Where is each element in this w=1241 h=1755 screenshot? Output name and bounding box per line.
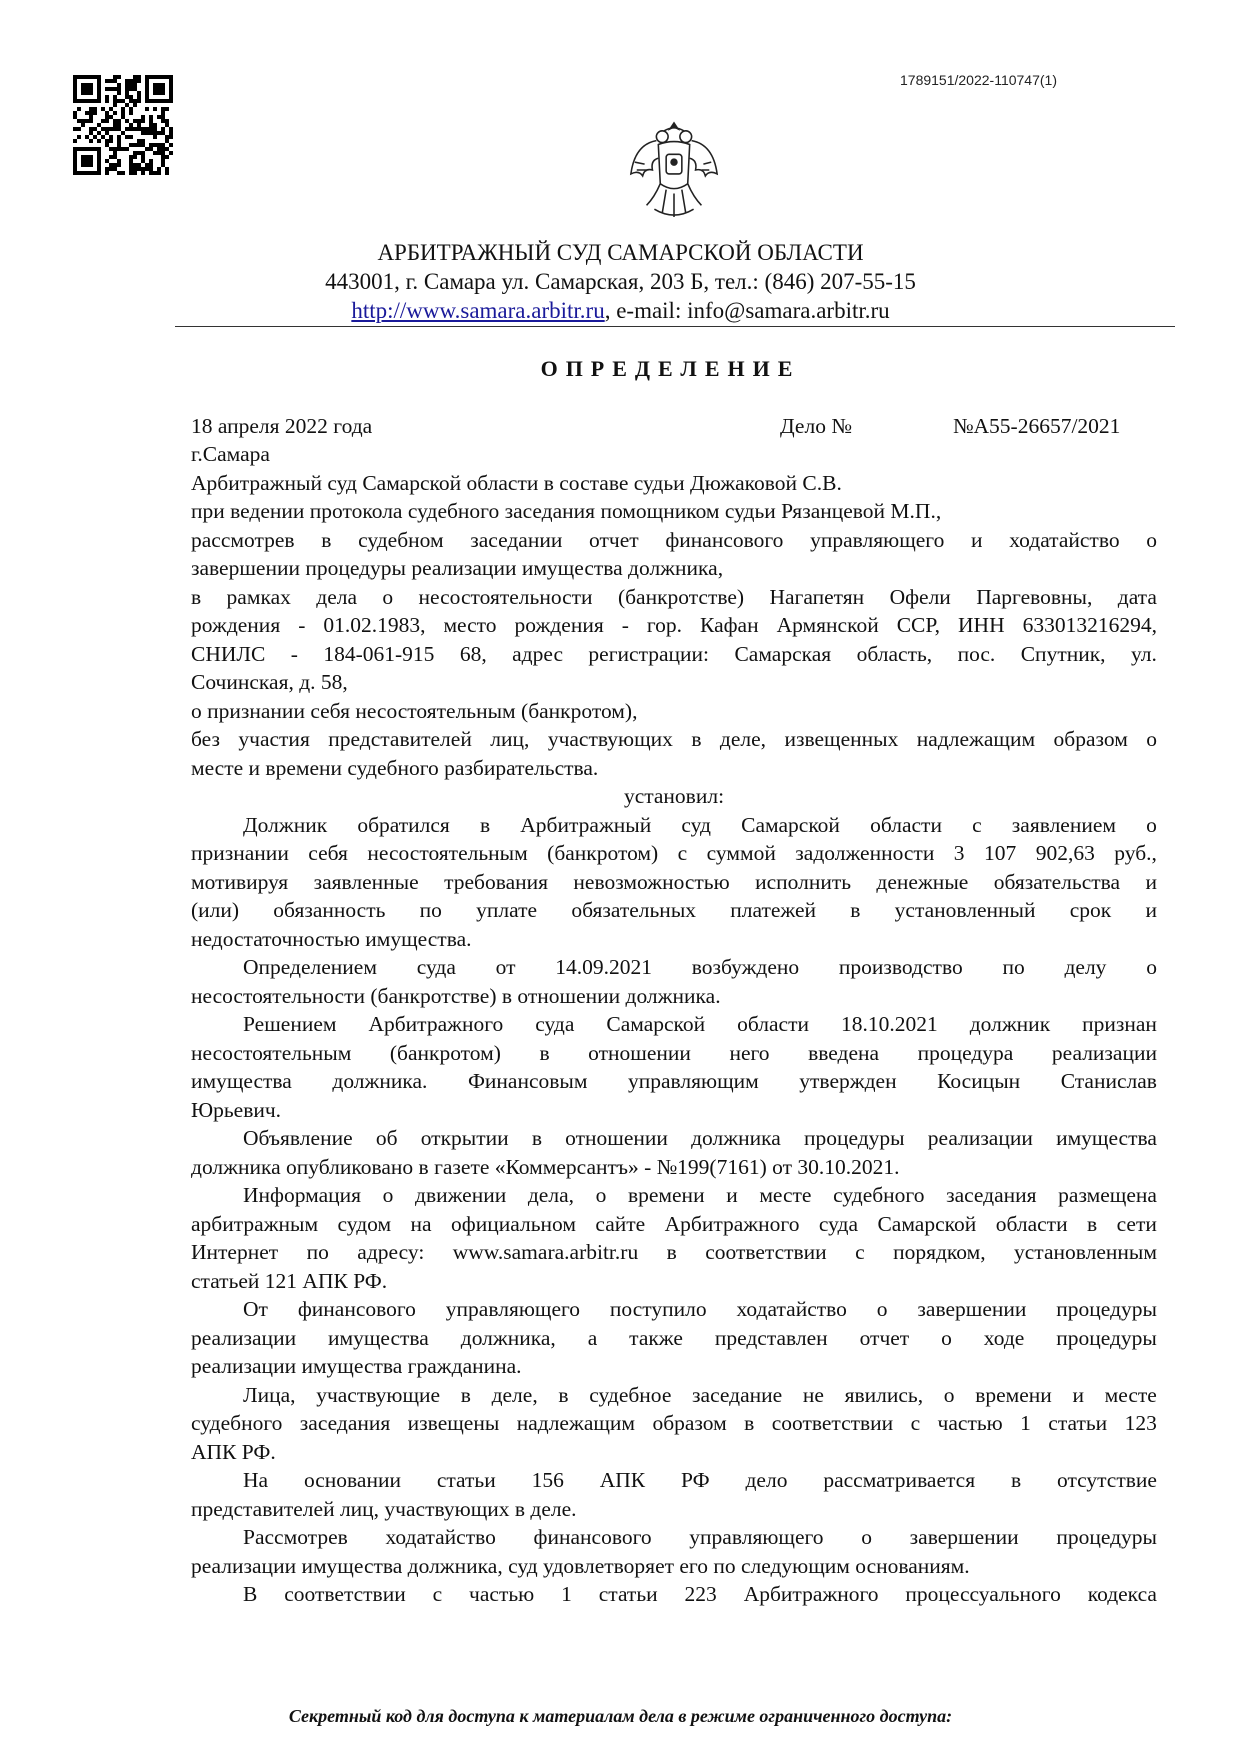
word: суда bbox=[416, 955, 456, 979]
word: рождения bbox=[514, 613, 604, 637]
text-line bbox=[191, 1210, 1157, 1239]
word: и bbox=[1145, 869, 1157, 894]
word: В bbox=[243, 1582, 258, 1606]
word: (банкротом) bbox=[389, 1040, 501, 1065]
word: рамках bbox=[226, 584, 291, 609]
word: управляющего bbox=[810, 527, 945, 552]
word: Арбитражный bbox=[520, 812, 652, 837]
text-line bbox=[191, 1324, 1157, 1353]
word: отношении bbox=[565, 1126, 668, 1150]
word: требования bbox=[444, 869, 549, 894]
text-line bbox=[191, 1381, 1157, 1410]
word: обязанность bbox=[273, 898, 386, 922]
word: 1 bbox=[561, 1582, 572, 1606]
word: Офели bbox=[889, 584, 951, 609]
word: в bbox=[321, 527, 332, 552]
word: введена bbox=[808, 1040, 880, 1065]
word: и bbox=[971, 527, 983, 552]
text-line bbox=[191, 1124, 1157, 1153]
text-line: завершении процедуры реализации имущества должника, bbox=[191, 556, 724, 580]
word: дела bbox=[316, 584, 358, 609]
word: о bbox=[382, 584, 394, 609]
case-number: №А55-26657/2021 bbox=[953, 414, 1121, 438]
word: 107 bbox=[983, 841, 1017, 865]
text-line: недостаточностью имущества. bbox=[191, 926, 472, 951]
word: АПК bbox=[599, 1468, 646, 1492]
word: Арбитражного bbox=[664, 1211, 800, 1236]
text-line bbox=[191, 640, 1157, 669]
word: 223 bbox=[684, 1582, 717, 1606]
text-line bbox=[191, 1067, 1157, 1096]
word: Объявление bbox=[243, 1126, 353, 1150]
word: статьи bbox=[1048, 1411, 1108, 1435]
word: процедуры bbox=[1056, 1325, 1157, 1350]
word: ИНН bbox=[958, 613, 1005, 637]
word: завершении bbox=[917, 1297, 1027, 1321]
word: соответствии bbox=[771, 1411, 894, 1435]
word: себя bbox=[308, 841, 348, 865]
word: финансового bbox=[533, 1525, 652, 1549]
word: в bbox=[691, 727, 702, 751]
word: платежей bbox=[730, 898, 817, 922]
text-line bbox=[191, 1181, 1157, 1210]
document-date: 18 апреля 2022 года bbox=[191, 414, 373, 438]
word: области bbox=[870, 812, 942, 837]
word: должник bbox=[969, 1012, 1051, 1036]
word: признании bbox=[191, 841, 289, 865]
word: дела, bbox=[527, 1183, 574, 1207]
word: заседания bbox=[946, 1183, 1037, 1207]
word: сети bbox=[1116, 1211, 1157, 1236]
word: область, bbox=[856, 641, 933, 666]
word: Кафан bbox=[700, 613, 759, 637]
word: о bbox=[876, 1297, 888, 1321]
word: процедуры bbox=[803, 1126, 905, 1150]
text-line bbox=[191, 1295, 1157, 1324]
coat-of-arms-emblem bbox=[625, 115, 723, 225]
word: без bbox=[191, 727, 220, 751]
text-line: Сочинская, д. 58, bbox=[191, 670, 348, 694]
word: образом bbox=[652, 1411, 727, 1435]
word: дело bbox=[745, 1468, 788, 1492]
word: по bbox=[419, 898, 442, 922]
text-line bbox=[191, 1238, 1157, 1267]
word: РФ bbox=[681, 1468, 710, 1492]
word: Финансовым bbox=[467, 1069, 588, 1093]
word: судебном bbox=[358, 527, 444, 552]
text-line bbox=[191, 725, 1157, 754]
text-line: статьей 121 АПК РФ. bbox=[191, 1268, 388, 1293]
word: о bbox=[941, 1325, 952, 1350]
word: производство bbox=[838, 955, 963, 979]
word: о bbox=[1146, 955, 1157, 979]
word: о bbox=[382, 1183, 394, 1207]
text-line: г.Самара bbox=[191, 442, 270, 466]
word: финансового bbox=[665, 527, 784, 552]
word: об bbox=[375, 1126, 398, 1150]
word: месте bbox=[1104, 1382, 1157, 1407]
word: о bbox=[861, 1525, 872, 1549]
word: Арбитражного bbox=[368, 1012, 504, 1036]
text-line bbox=[191, 839, 1157, 868]
word: завершении bbox=[909, 1525, 1019, 1549]
word: заседание bbox=[692, 1382, 783, 1407]
text-line: Юрьевич. bbox=[191, 1097, 282, 1122]
word: имущества bbox=[327, 1325, 429, 1350]
case-label: Дело № bbox=[780, 414, 852, 438]
word: исполнить bbox=[755, 869, 852, 894]
text-line bbox=[191, 953, 1157, 982]
word: соответствии bbox=[705, 1240, 827, 1264]
word: открытии bbox=[420, 1126, 509, 1150]
text-line bbox=[191, 1010, 1157, 1039]
word: уплате bbox=[476, 898, 538, 922]
word: 902,63 bbox=[1035, 841, 1095, 865]
word: Лица, bbox=[243, 1382, 296, 1407]
text-line: Арбитражный суд Самарской области в составе судьи Дюжаковой С.В. bbox=[191, 470, 842, 495]
word: управляющего bbox=[445, 1297, 581, 1321]
word: 1 bbox=[1020, 1411, 1031, 1435]
word: рассматривается bbox=[823, 1468, 976, 1492]
word: дата bbox=[1117, 584, 1157, 609]
word: соответствии bbox=[284, 1582, 406, 1606]
word: в bbox=[539, 1040, 550, 1065]
word: лиц, bbox=[490, 727, 530, 751]
text-line: реализации имущества гражданина. bbox=[191, 1354, 522, 1378]
word: размещена bbox=[1058, 1183, 1157, 1207]
word: управляющего bbox=[689, 1525, 824, 1549]
word: 3 bbox=[953, 841, 965, 865]
text-line bbox=[191, 868, 1157, 897]
word: Самарской bbox=[877, 1211, 977, 1236]
word: Армянской bbox=[776, 613, 879, 637]
word: в bbox=[479, 812, 491, 837]
word: с bbox=[677, 841, 688, 865]
word: участвующих bbox=[547, 727, 673, 751]
word: установленным bbox=[1014, 1240, 1157, 1264]
word: в bbox=[460, 1382, 471, 1407]
word: в bbox=[191, 584, 202, 609]
word: На bbox=[243, 1468, 269, 1492]
word: срок bbox=[1069, 898, 1112, 922]
word: обязательства bbox=[993, 869, 1121, 894]
word: признан bbox=[1082, 1012, 1157, 1036]
word: участвующие bbox=[316, 1382, 441, 1407]
word: управляющим bbox=[628, 1069, 759, 1093]
word: о bbox=[1146, 527, 1157, 552]
word: суда bbox=[535, 1012, 575, 1036]
word: ул. bbox=[1130, 641, 1157, 666]
word: - bbox=[298, 613, 306, 637]
document-title: ОПРЕДЕЛЕНИЕ bbox=[540, 356, 801, 381]
court-name: АРБИТРАЖНЫЙ СУД САМАРСКОЙ ОБЛАСТИ bbox=[377, 240, 864, 265]
word: обязательных bbox=[571, 898, 697, 922]
word: арбитражным bbox=[191, 1211, 319, 1236]
word: 633013216294, bbox=[1022, 613, 1157, 637]
word: рождения bbox=[191, 613, 281, 637]
word: суда bbox=[818, 1211, 859, 1236]
word: судебного bbox=[191, 1411, 283, 1435]
word: невозможностью bbox=[573, 869, 730, 894]
word: Спутник, bbox=[1020, 641, 1106, 666]
word: в bbox=[744, 1411, 755, 1435]
word: 18.10.2021 bbox=[840, 1012, 938, 1036]
word: кодекса bbox=[1087, 1582, 1157, 1606]
word: образом bbox=[1053, 727, 1128, 751]
word: реализации bbox=[1051, 1040, 1157, 1065]
word: заседания bbox=[299, 1411, 391, 1435]
word: судебное bbox=[589, 1382, 672, 1407]
word: времени bbox=[975, 1382, 1052, 1407]
court-email: , e-mail: info@samara.arbitr.ru bbox=[604, 298, 890, 323]
word: отчет bbox=[589, 527, 639, 552]
word: адрес bbox=[512, 641, 563, 666]
word: (банкротстве) bbox=[617, 584, 745, 609]
word: с bbox=[432, 1582, 443, 1606]
qr-code bbox=[73, 75, 173, 175]
text-line bbox=[191, 1523, 1157, 1552]
word: ходатайство bbox=[385, 1525, 496, 1549]
word: явились, bbox=[844, 1382, 924, 1407]
court-contacts bbox=[0, 296, 1241, 326]
word: Арбитражного bbox=[743, 1582, 879, 1606]
word: должника bbox=[691, 1126, 781, 1150]
text-line bbox=[191, 1039, 1157, 1068]
word: отсутствие bbox=[1057, 1468, 1157, 1492]
word: Самарской bbox=[741, 812, 840, 837]
word: Станислав bbox=[1060, 1069, 1157, 1093]
word: заявлением bbox=[1011, 812, 1117, 837]
word: отношении bbox=[588, 1040, 691, 1065]
document-body bbox=[191, 440, 1157, 1609]
word: адресу: bbox=[357, 1240, 425, 1264]
text-line bbox=[191, 1580, 1157, 1609]
word: также bbox=[629, 1325, 683, 1350]
text-line bbox=[191, 1466, 1157, 1495]
word: о bbox=[943, 1382, 955, 1407]
word: 68, bbox=[459, 641, 487, 666]
word: отчет bbox=[859, 1325, 910, 1350]
word: деле, bbox=[719, 727, 767, 751]
word: Решением bbox=[243, 1012, 337, 1036]
word: а bbox=[587, 1325, 598, 1350]
word: суд bbox=[681, 812, 711, 837]
word: поступило bbox=[609, 1297, 707, 1321]
court-address: 443001, г. Самара ул. Самарская, 203 Б, тел.: (846) 207-55-15 bbox=[325, 269, 916, 294]
text-line: представителей лиц, участвующих в деле. bbox=[191, 1496, 577, 1521]
word: суммой bbox=[706, 841, 776, 865]
word: возбуждено bbox=[691, 955, 800, 979]
section-heading: установил: bbox=[623, 784, 725, 808]
word: Косицын bbox=[937, 1069, 1021, 1093]
word: должника. bbox=[332, 1069, 428, 1093]
word: него bbox=[729, 1040, 770, 1065]
word: регистрации: bbox=[588, 641, 710, 666]
text-line: должника опубликовано в газете «Коммерсантъ» - №199(7161) от 30.10.2021. bbox=[191, 1154, 900, 1179]
word: Определением bbox=[243, 955, 377, 979]
word: не bbox=[802, 1382, 824, 1407]
word: делу bbox=[1064, 955, 1107, 979]
word: судебного bbox=[833, 1183, 925, 1207]
text-line bbox=[191, 1409, 1157, 1438]
word: времени bbox=[627, 1183, 705, 1207]
word: порядком, bbox=[893, 1240, 986, 1264]
document-number: 1789151/2022-110747(1) bbox=[900, 72, 1057, 88]
word: месте bbox=[759, 1183, 812, 1207]
text-line bbox=[191, 583, 1157, 612]
word: реализации bbox=[191, 1325, 297, 1350]
word: надлежащим bbox=[516, 1411, 636, 1435]
word: руб., bbox=[1114, 841, 1157, 865]
text-line bbox=[191, 526, 1157, 555]
word: Нагапетян bbox=[769, 584, 865, 609]
word: несостоятельным bbox=[191, 1040, 352, 1065]
word: гор. bbox=[646, 613, 683, 637]
word: Интернет bbox=[191, 1240, 279, 1264]
word: движении bbox=[415, 1183, 507, 1207]
word: по bbox=[1002, 955, 1025, 979]
word: (или) bbox=[191, 898, 240, 922]
word: финансового bbox=[297, 1297, 416, 1321]
header-divider bbox=[175, 326, 1175, 327]
word: статьи bbox=[436, 1468, 496, 1492]
word: www.samara.arbitr.ru bbox=[452, 1240, 639, 1264]
word: участия bbox=[238, 727, 310, 751]
word: Паргевовны, bbox=[976, 584, 1093, 609]
word: с bbox=[855, 1240, 865, 1264]
court-website-link[interactable]: http://www.samara.arbitr.ru bbox=[351, 298, 605, 323]
word: деле, bbox=[491, 1382, 538, 1407]
word: ССР, bbox=[896, 613, 941, 637]
word: в bbox=[531, 1126, 542, 1150]
word: несостоятельности bbox=[418, 584, 593, 609]
word: Самарской bbox=[606, 1012, 706, 1036]
word: - bbox=[290, 641, 298, 666]
word: представителей bbox=[328, 727, 472, 751]
word: заявленные bbox=[313, 869, 419, 894]
word: место bbox=[443, 613, 497, 637]
word: области bbox=[995, 1211, 1068, 1236]
word: ходатайство bbox=[736, 1297, 847, 1321]
word: статьи bbox=[598, 1582, 658, 1606]
word: в bbox=[850, 898, 861, 922]
word: представлен bbox=[714, 1325, 828, 1350]
word: и bbox=[726, 1183, 738, 1207]
word: установленный bbox=[894, 898, 1036, 922]
word: частью bbox=[469, 1582, 535, 1606]
word: процедуры bbox=[1056, 1297, 1157, 1321]
word: на bbox=[410, 1211, 432, 1236]
word: сайте bbox=[595, 1211, 646, 1236]
word: 123 bbox=[1124, 1411, 1157, 1435]
text-line bbox=[191, 811, 1157, 840]
word: пос. bbox=[957, 641, 996, 666]
word: От bbox=[243, 1297, 268, 1321]
word: с bbox=[972, 812, 982, 837]
word: процедуры bbox=[1056, 1525, 1157, 1549]
word: о bbox=[595, 1183, 607, 1207]
word: в bbox=[1010, 1468, 1022, 1492]
word: имущества bbox=[1056, 1126, 1157, 1150]
word: Информация bbox=[243, 1183, 362, 1207]
word: 184-061-915 bbox=[323, 641, 435, 666]
word: с bbox=[910, 1411, 921, 1435]
word: Должник bbox=[243, 812, 328, 837]
word: заседании bbox=[470, 527, 563, 552]
word: и bbox=[1145, 898, 1157, 922]
word: ходатайство bbox=[1009, 527, 1120, 552]
word: обратился bbox=[357, 812, 450, 837]
word: мотивируя bbox=[191, 869, 289, 894]
word: утвержден bbox=[799, 1069, 897, 1093]
word: ходе bbox=[983, 1325, 1025, 1350]
word: реализации bbox=[927, 1126, 1033, 1150]
word: рассмотрев bbox=[191, 527, 295, 552]
word: процедура bbox=[917, 1040, 1014, 1065]
word: СНИЛС bbox=[191, 641, 266, 666]
word: судом bbox=[337, 1211, 392, 1236]
text-line bbox=[191, 896, 1157, 925]
word: о bbox=[1146, 727, 1157, 751]
word: несостоятельным bbox=[367, 841, 528, 865]
word: - bbox=[621, 613, 629, 637]
text-line: АПК РФ. bbox=[191, 1439, 276, 1464]
word: по bbox=[306, 1240, 329, 1264]
word: официальном bbox=[451, 1211, 576, 1236]
text-line: несостоятельности (банкротстве) в отношении должника. bbox=[191, 983, 721, 1008]
word: от bbox=[495, 955, 516, 979]
word: денежные bbox=[876, 869, 969, 894]
word: в bbox=[666, 1240, 677, 1264]
word: 14.09.2021 bbox=[555, 955, 652, 979]
word: надлежащим bbox=[916, 727, 1036, 751]
word: извещенных bbox=[784, 727, 899, 751]
text-line: реализации имущества должника, суд удовлетворяет его по следующим основаниям. bbox=[191, 1553, 970, 1578]
text-line: месте и времени судебного разбирательства. bbox=[191, 755, 599, 780]
word: области bbox=[737, 1012, 809, 1036]
word: (банкротом) bbox=[547, 841, 659, 865]
word: извещены bbox=[407, 1411, 500, 1435]
word: и bbox=[1072, 1382, 1084, 1407]
word: процессуального bbox=[905, 1582, 1061, 1606]
text-line: при ведении протокола судебного заседания помощником судьи Рязанцевой М.П., bbox=[191, 499, 942, 523]
word: Самарская bbox=[734, 641, 832, 666]
word: основании bbox=[303, 1468, 401, 1492]
word: имущества bbox=[191, 1069, 292, 1093]
word: задолженности bbox=[795, 841, 935, 865]
word: в bbox=[558, 1382, 569, 1407]
word: о bbox=[1146, 812, 1157, 837]
access-code-note: Секретный код для доступа к материалам дела в режиме ограниченного доступа: bbox=[288, 1706, 953, 1726]
word: в bbox=[1087, 1211, 1098, 1236]
word: должника, bbox=[460, 1325, 556, 1350]
text-line: о признании себя несостоятельным (банкротом), bbox=[191, 698, 638, 723]
word: частью bbox=[937, 1411, 1003, 1435]
text-line bbox=[191, 611, 1157, 640]
word: 01.02.1983, bbox=[323, 613, 426, 637]
word: Рассмотрев bbox=[243, 1525, 348, 1549]
word: 156 bbox=[531, 1468, 564, 1492]
